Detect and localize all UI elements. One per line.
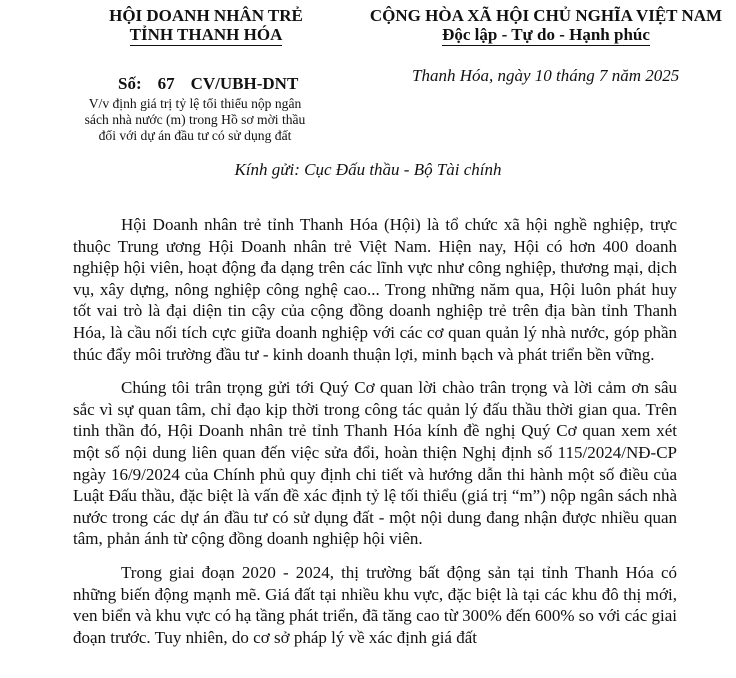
subject-line: V/v định giá trị tỷ lệ tối thiểu nộp ngân bbox=[88, 96, 302, 111]
body-paragraph: Trong giai đoạn 2020 - 2024, thị trường bất động sản tại tỉnh Thanh Hóa có những biến động mạnh mẽ. Giá đất tại nhiều khu vực, đặc biệt là tại các khu đô thị mới, ven biển và khu vực có hạ tầng phát triển, đã tăng cao từ 300% đến 600% so với các giai đoạn trước. Tuy nhiên, do cơ sở pháp lý về xác định giá đất bbox=[73, 562, 677, 647]
document-subject bbox=[80, 96, 310, 144]
nation-title: CỘNG HÒA XÃ HỘI CHỦ NGHĨA VIỆT NAM bbox=[369, 6, 723, 25]
doc-number-label: Số: bbox=[118, 74, 142, 93]
subject-line: đối với dự án đầu tư có sử dụng đất bbox=[98, 128, 292, 143]
national-header bbox=[360, 6, 732, 46]
organization-name-line2: TỈNH THANH HÓA bbox=[129, 25, 283, 44]
doc-number-value: 67 bbox=[157, 74, 175, 93]
place-and-date: Thanh Hóa, ngày 10 tháng 7 năm 2025 bbox=[412, 66, 680, 85]
body-paragraph: Chúng tôi trân trọng gửi tới Quý Cơ quan lời chào trân trọng và lời cảm ơn sâu sắc vì sự quan tâm, chỉ đạo kịp thời trong công tác quản lý đấu thầu thời gian qua. Trên tinh thần đó, Hội Doanh nhân trẻ tỉnh Thanh Hóa kính đề nghị Quý Cơ quan xem xét một số nội dung liên quan đến việc sửa đổi, hoàn thiện Nghị định số 115/2024/NĐ-CP ngày 16/9/2024 của Chính phủ quy định chi tiết và hướng dẫn thi hành một số điều của Luật Đấu thầu, đặc biệt là vấn đề xác định tỷ lệ tối thiểu (giá trị “m”) nộp ngân sách nhà nước trong các dự án đầu tư có sử dụng đất - một nội dung đang nhận được nhiều quan tâm, phản ánh từ cộng đồng doanh nghiệp hội viên. bbox=[73, 378, 677, 549]
organization-name-line1: HỘI DOANH NHÂN TRẺ bbox=[109, 6, 303, 25]
document-number bbox=[118, 74, 298, 94]
subject-line: sách nhà nước (m) trong Hồ sơ mời thầu bbox=[84, 112, 306, 127]
issuing-organization bbox=[96, 6, 316, 46]
doc-code: CV/UBH-DNT bbox=[190, 74, 299, 93]
body-paragraph: Hội Doanh nhân trẻ tỉnh Thanh Hóa (Hội) là tổ chức xã hội nghề nghiệp, trực thuộc Trung ương Hội Doanh nhân trẻ Việt Nam. Hiện nay, Hội có hơn 400 doanh nghiệp hội viên, hoạt động đa dạng trên các lĩnh vực như công nghiệp, thương mại, dịch vụ, xây dựng, nông nghiệp công nghệ cao... Trong những năm qua, Hội luôn phát huy tốt vai trò là đại diện tin cậy của cộng đồng doanh nghiệp trẻ trên địa bàn tỉnh Thanh Hóa, là cầu nối tích cực giữa doanh nghiệp với các cơ quan quản lý nhà nước, góp phần thúc đẩy môi trường đầu tư - kinh doanh thuận lợi, minh bạch và phát triển bền vững. bbox=[73, 215, 677, 364]
letter-body bbox=[73, 214, 677, 660]
national-motto: Độc lập - Tự do - Hạnh phúc bbox=[442, 25, 650, 44]
recipient-line: Kính gửi: Cục Đấu thầu - Bộ Tài chính bbox=[234, 160, 502, 179]
